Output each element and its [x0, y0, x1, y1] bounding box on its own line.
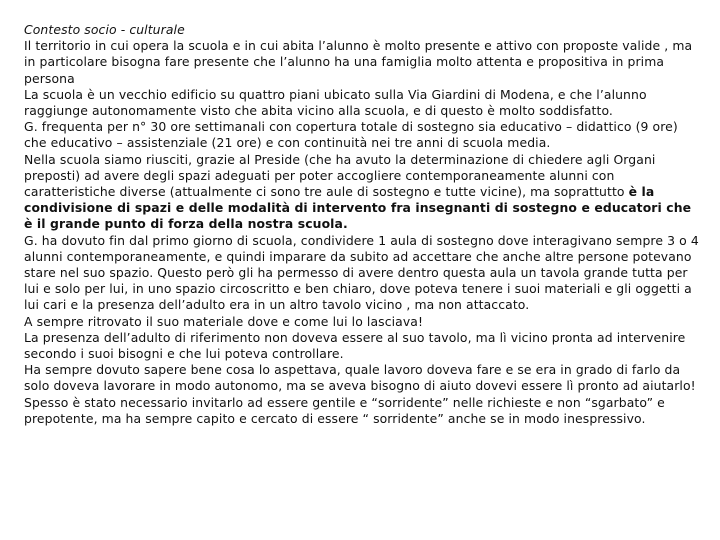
paragraph-spazi — [24, 152, 700, 233]
section-title: Contesto socio - culturale — [24, 22, 185, 37]
paragraph-edificio: La scuola è un vecchio edificio su quattro piani ubicato sulla Via Giardini di Modena, e che l’alunno raggiunge autonomamente visto che abita vicino alla scuola, e di questo è molto soddisfatto. — [24, 86, 647, 119]
document-page — [24, 4, 700, 427]
paragraph-spazi-bold: è la condivisione di spazi e delle modalità di intervento fra insegnanti di sostegno e educatori che è il grande punto di forza della nostra scuola. — [24, 184, 692, 232]
paragraph-gentile: Spesso è stato necessario invitarlo ad essere gentile e “sorridente” nelle richieste e non “sgarbato” e prepotente, ma ha sempre capito e cercato di essere “ sorridente” anche se in modo inespressivo. — [24, 394, 665, 426]
paragraph-aula: G. ha dovuto fin dal primo giorno di scuola, condividere 1 aula di sostegno dove interagivano sempre 3 o 4 alunni contemporaneamente, e quindi imparare da subito ad accettare che anche altre persone potevano stare nel suo spazio. Questo però gli ha permesso di avere dentro questa aula un tavola grande tutta per lui e solo per lui, in uno spazio circoscritto e ben chiaro, dove poteva tenere i suoi materiali e gli oggetti a lui cari e la presenza dell’adulto era in un altro tavolo vicino , ma non attaccato. — [24, 232, 699, 313]
paragraph-frequenza: G. frequenta per n° 30 ore settimanali con copertura totale di sostegno sia educativo – didattico (9 ore) che educativo – assistenziale (21 ore) e con continuità nei tre anni di scuola media. — [24, 119, 678, 151]
paragraph-spazi-text: Nella scuola siamo riusciti, grazie al Preside (che ha avuto la determinazione di chiedere agli Organi preposti) ad avere degli spazi adeguati per poter accogliere contemporaneamente alunni con caratteristiche diverse (attualmente ci sono tre aule di sostegno e tutte vicine), ma soprattutto — [24, 151, 656, 200]
paragraph-materiale: A sempre ritrovato il suo materiale dove e come lui lo lasciava! — [24, 313, 424, 329]
paragraph-lavoro: Ha sempre dovuto sapere bene cosa lo aspettava, quale lavoro doveva fare e se era in grado di farlo da solo doveva lavorare in modo autonomo, ma se aveva bisogno di aiuto dovevi essere lì pronto ad aiutarlo! — [24, 362, 696, 394]
paragraph-adulto: La presenza dell’adulto di riferimento non doveva essere al suo tavolo, ma lì vicino pronta ad intervenire secondo i suoi bisogni e che lui poteva controllare. — [24, 329, 686, 362]
paragraph-territorio: Il territorio in cui opera la scuola e in cui abita l’alunno è molto presente e attivo con proposte valide , ma in particolare bisogna fare presente che l’alunno ha una famiglia molto attenta e propositiva in prima persona — [24, 38, 693, 86]
